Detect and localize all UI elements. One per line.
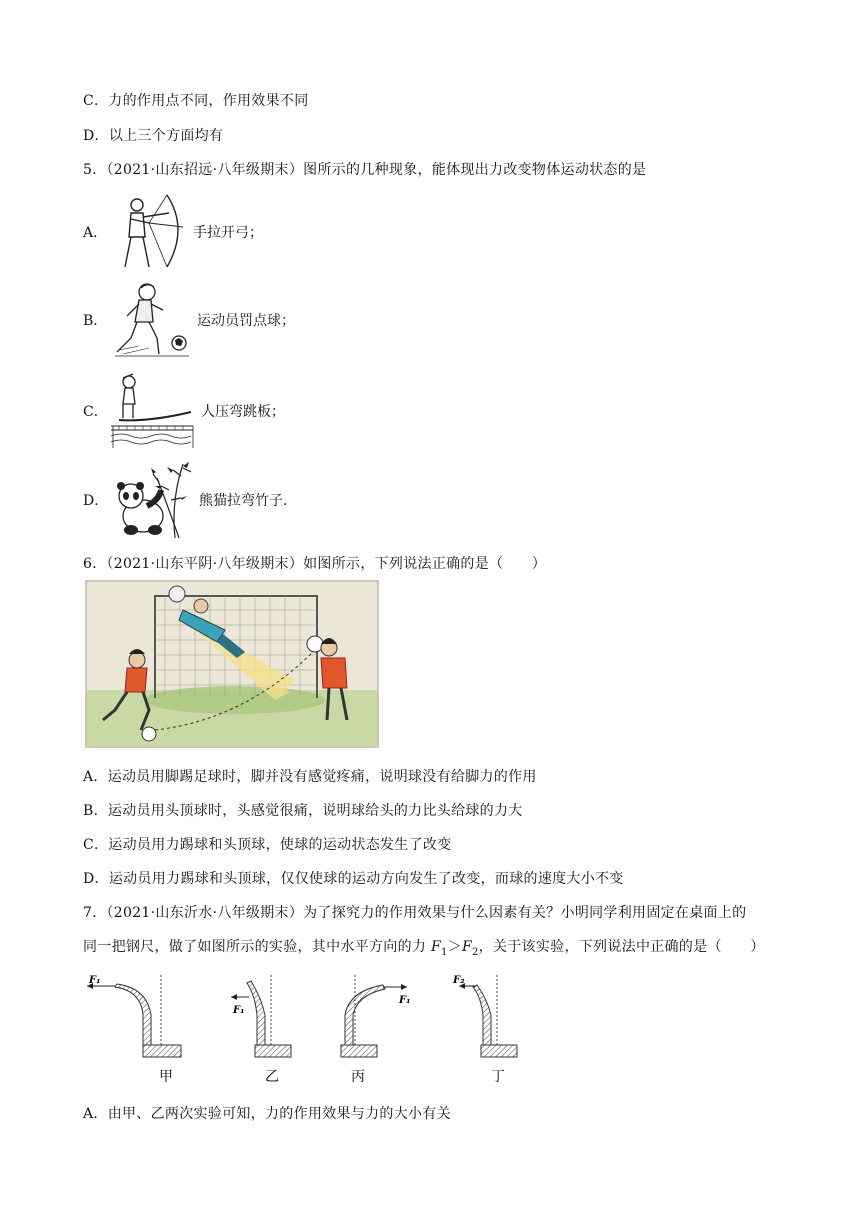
q5-stem: 5．（2021·山东招远·八年级期末）图所示的几种现象，能体现出力改变物体运动状态的是 <box>83 162 647 178</box>
q6-option-a: A．运动员用脚踢足球时，脚并没有感觉疼痛，说明球没有给脚力的作用 <box>83 769 537 785</box>
q5-option-d <box>83 460 287 540</box>
ruler-setup-bing <box>341 975 407 1057</box>
q4-option-d: D．以上三个方面均有 <box>83 128 224 144</box>
soccer-goal-illustration <box>85 580 379 748</box>
force-f1-subscript: 1 <box>440 946 448 958</box>
force-f2: F <box>461 939 472 955</box>
figure-label-yi: 乙 <box>265 1069 279 1085</box>
archer-pulling-bow-icon <box>109 193 187 271</box>
caption: 人压弯跳板； <box>201 404 285 420</box>
force-label-yi: F₁ <box>233 1005 245 1016</box>
steel-ruler-experiment-figure <box>85 975 545 1085</box>
figure-label-bing: 丙 <box>351 1069 365 1085</box>
ruler-setup-ding <box>459 975 517 1057</box>
greater-than-sign: ＞ <box>447 939 462 955</box>
ruler-setup-yi <box>231 975 291 1057</box>
q6-option-b: B．运动员用头顶球时，头感觉很痛，说明球给头的力比头给球的力大 <box>83 803 523 819</box>
force-f2-subscript: 2 <box>471 946 479 958</box>
force-label-bing: F₁ <box>399 995 411 1006</box>
caption: 手拉开弓； <box>193 225 263 241</box>
q7-option-a: A．由甲、乙两次实验可知，力的作用效果与力的大小有关 <box>83 1106 451 1122</box>
q5-option-b <box>83 280 295 360</box>
caption: 运动员罚点球； <box>197 313 295 329</box>
force-label-jia: F₁ <box>89 975 101 986</box>
q4-option-c: C．力的作用点不同，作用效果不同 <box>83 93 309 109</box>
q6-stem: 6．（2021·山东平阴·八年级期末）如图所示，下列说法正确的是（ ） <box>83 556 547 572</box>
figure-label-jia: 甲 <box>159 1069 173 1085</box>
q6-option-c: C．运动员用力踢球和头顶球，使球的运动状态发生了改变 <box>83 837 452 853</box>
force-label-ding: F₂ <box>453 975 465 986</box>
stem-text: ，关于该实验，下列说法中正确的是（ ） <box>478 939 765 955</box>
ruler-setup-jia <box>87 975 181 1057</box>
q7-stem-line1: 7．（2021·山东沂水·八年级期末）为了探究力的作用效果与什么因素有关？小明同学利用固定在桌面上的 <box>83 905 747 921</box>
option-letter: A． <box>83 225 108 241</box>
stem-text: 同一把钢尺，做了如图所示的实验，其中水平方向的力 <box>83 939 431 955</box>
panda-bending-bamboo-icon <box>109 460 193 540</box>
caption: 熊猫拉弯竹子. <box>199 493 288 509</box>
force-f1: F <box>430 939 441 955</box>
player-kicking-ball-icon <box>109 280 191 360</box>
option-letter: D． <box>83 493 109 509</box>
figure-label-ding: 丁 <box>491 1069 505 1085</box>
person-on-springboard-icon <box>109 370 195 452</box>
option-letter: B． <box>83 313 108 329</box>
option-letter: C． <box>83 404 108 420</box>
q5-option-a <box>83 193 263 271</box>
q6-option-d: D．运动员用力踢球和头顶球，仅仅使球的运动方向发生了改变，而球的速度大小不变 <box>83 871 624 887</box>
q7-stem-line2 <box>83 936 765 958</box>
q5-option-c <box>83 370 285 452</box>
